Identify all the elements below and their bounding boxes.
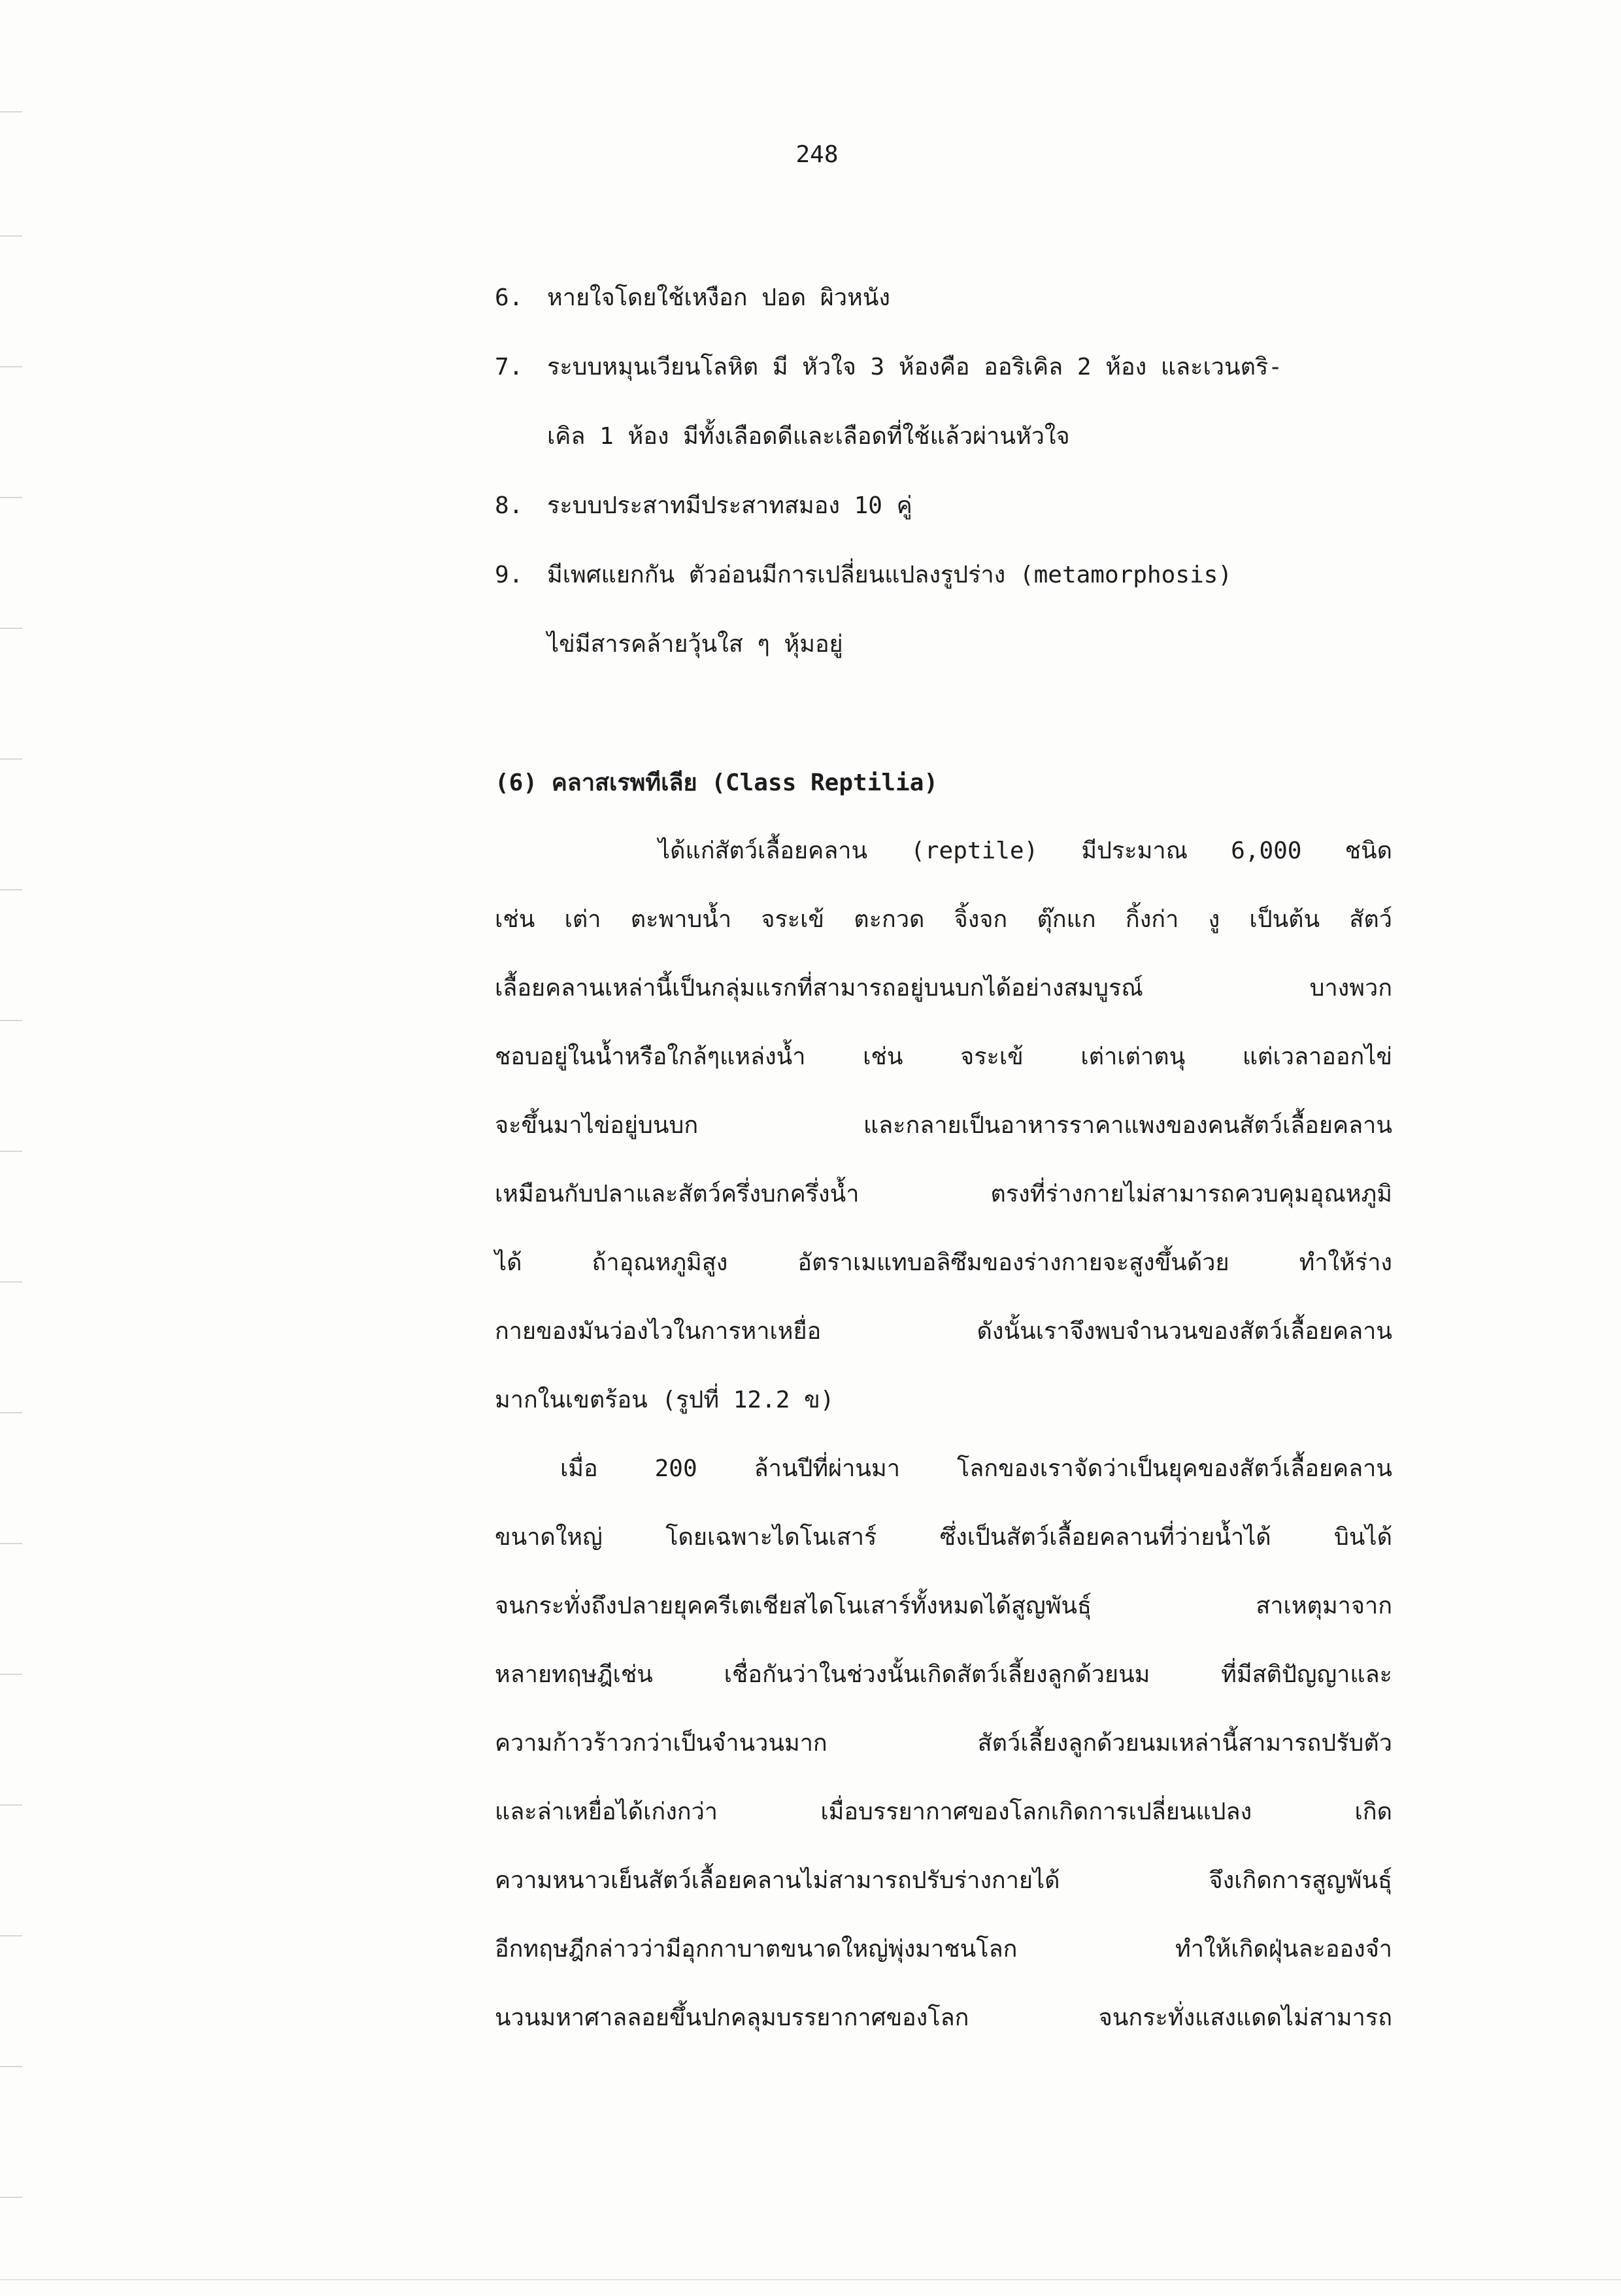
paragraph-2-line: จนกระทั่งถึงปลายยุคครีเตเชียสไดโนเสาร์ทั้งหมดได้สูญพันธุ์ สาเหตุมาจาก (495, 1593, 1392, 1619)
list-number: 9. (495, 562, 524, 588)
list-item-9-continuation: ไข่มีสารคล้ายวุ้นใส ๆ หุ้มอยู่ (547, 631, 843, 658)
list-text: ระบบหมุนเวียนโลหิต มี หัวใจ 3 ห้องคือ ออริเคิล 2 ห้อง และเวนตริ- (547, 354, 1282, 380)
list-item-8 (495, 486, 912, 524)
section-heading: (6) คลาสเรพทีเลีย (Class Reptilia) (495, 769, 939, 796)
paragraph-2-line: ความหนาวเย็นสัตว์เลื้อยคลานไม่สามารถปรับร่างกายได้ จึงเกิดการสูญพันธุ์ (495, 1867, 1392, 1894)
paragraph-1-line: ได้ ถ้าอุณหภูมิสูง อัตราเมแทบอลิซึมของร่างกายจะสูงขึ้นด้วย ทำให้ร่าง (495, 1249, 1392, 1276)
page-bottom-edge (0, 2279, 1621, 2280)
paragraph-1-line: ชอบอยู่ในน้ำหรือใกล้ๆแหล่งน้ำ เช่น จระเข้ เต่าเต่าตนุ แต่เวลาออกไข่ (495, 1043, 1392, 1070)
list-number: 6. (495, 284, 524, 311)
paragraph-1-line: เหมือนกับปลาและสัตว์ครึ่งบกครึ่งน้ำ ตรงที่ร่างกายไม่สามารถควบคุมอุณหภูมิ (495, 1181, 1392, 1207)
paragraph-1-line: มากในเขตร้อน (รูปที่ 12.2 ข) (495, 1387, 835, 1413)
list-number: 8. (495, 492, 524, 519)
list-number: 7. (495, 354, 524, 380)
list-item-7 (495, 348, 1282, 385)
paragraph-2-line: อีกทฤษฎีกล่าวว่ามีอุกกาบาตขนาดใหญ่พุ่งมาชนโลก ทำให้เกิดฝุ่นละอองจำ (495, 1936, 1392, 1963)
paragraph-2-line: นวนมหาศาลลอยขึ้นปกคลุมบรรยากาศของโลก จนกระทั่งแสงแดดไม่สามารถ (495, 2004, 1392, 2031)
paragraph-2-line: เมื่อ 200 ล้านปีที่ผ่านมา โลกของเราจัดว่าเป็นยุคของสัตว์เลื้อยคลาน (560, 1455, 1392, 1482)
list-text: มีเพศแยกกัน ตัวอ่อนมีการเปลี่ยนแปลงรูปร่าง (metamorphosis) (547, 562, 1233, 588)
list-item-7-continuation: เคิล 1 ห้อง มีทั้งเลือดดีและเลือดที่ใช้แล้วผ่านหัวใจ (547, 423, 1070, 450)
paragraph-1-line: ได้แก่สัตว์เลื้อยคลาน (reptile) มีประมาณ 6,000 ชนิด (658, 837, 1392, 864)
scan-edge-marks (0, 0, 26, 2296)
paragraph-1-line: จะขึ้นมาไข่อยู่บนบก และกลายเป็นอาหารราคาแพงของคนสัตว์เลื้อยคลาน (495, 1112, 1392, 1139)
paragraph-2-line: ขนาดใหญ่ โดยเฉพาะไดโนเสาร์ ซึ่งเป็นสัตว์เลื้อยคลานที่ว่ายน้ำได้ บินได้ (495, 1524, 1392, 1551)
list-text: ระบบประสาทมีประสาทสมอง 10 คู่ (547, 492, 912, 519)
paragraph-1-line: เช่น เต่า ตะพาบน้ำ จระเข้ ตะกวด จิ้งจก ตุ๊กแก กิ้งก่า งู เป็นต้น สัตว์ (495, 906, 1392, 933)
paragraph-2-line: หลายทฤษฎีเช่น เชื่อกันว่าในช่วงนั้นเกิดสัตว์เลี้ยงลูกด้วยนม ที่มีสติปัญญาและ (495, 1661, 1392, 1688)
list-item-9 (495, 556, 1232, 593)
paragraph-1-line: เลื้อยคลานเหล่านี้เป็นกลุ่มแรกที่สามารถอยู่บนบกได้อย่างสมบูรณ์ บางพวก (495, 975, 1392, 1002)
paragraph-2-line: ความก้าวร้าวกว่าเป็นจำนวนมาก สัตว์เลี้ยงลูกด้วยนมเหล่านี้สามารถปรับตัว (495, 1730, 1392, 1757)
paragraph-2-line: และล่าเหยื่อได้เก่งกว่า เมื่อบรรยากาศของโลกเกิดการเปลี่ยนแปลง เกิด (495, 1798, 1392, 1825)
paragraph-1-line: กายของมันว่องไวในการหาเหยื่อ ดังนั้นเราจึงพบจำนวนของสัตว์เลื้อยคลาน (495, 1318, 1392, 1345)
list-text: หายใจโดยใช้เหงือก ปอด ผิวหนัง (547, 284, 890, 311)
list-item-6 (495, 279, 890, 316)
page-number: 248 (795, 141, 839, 168)
